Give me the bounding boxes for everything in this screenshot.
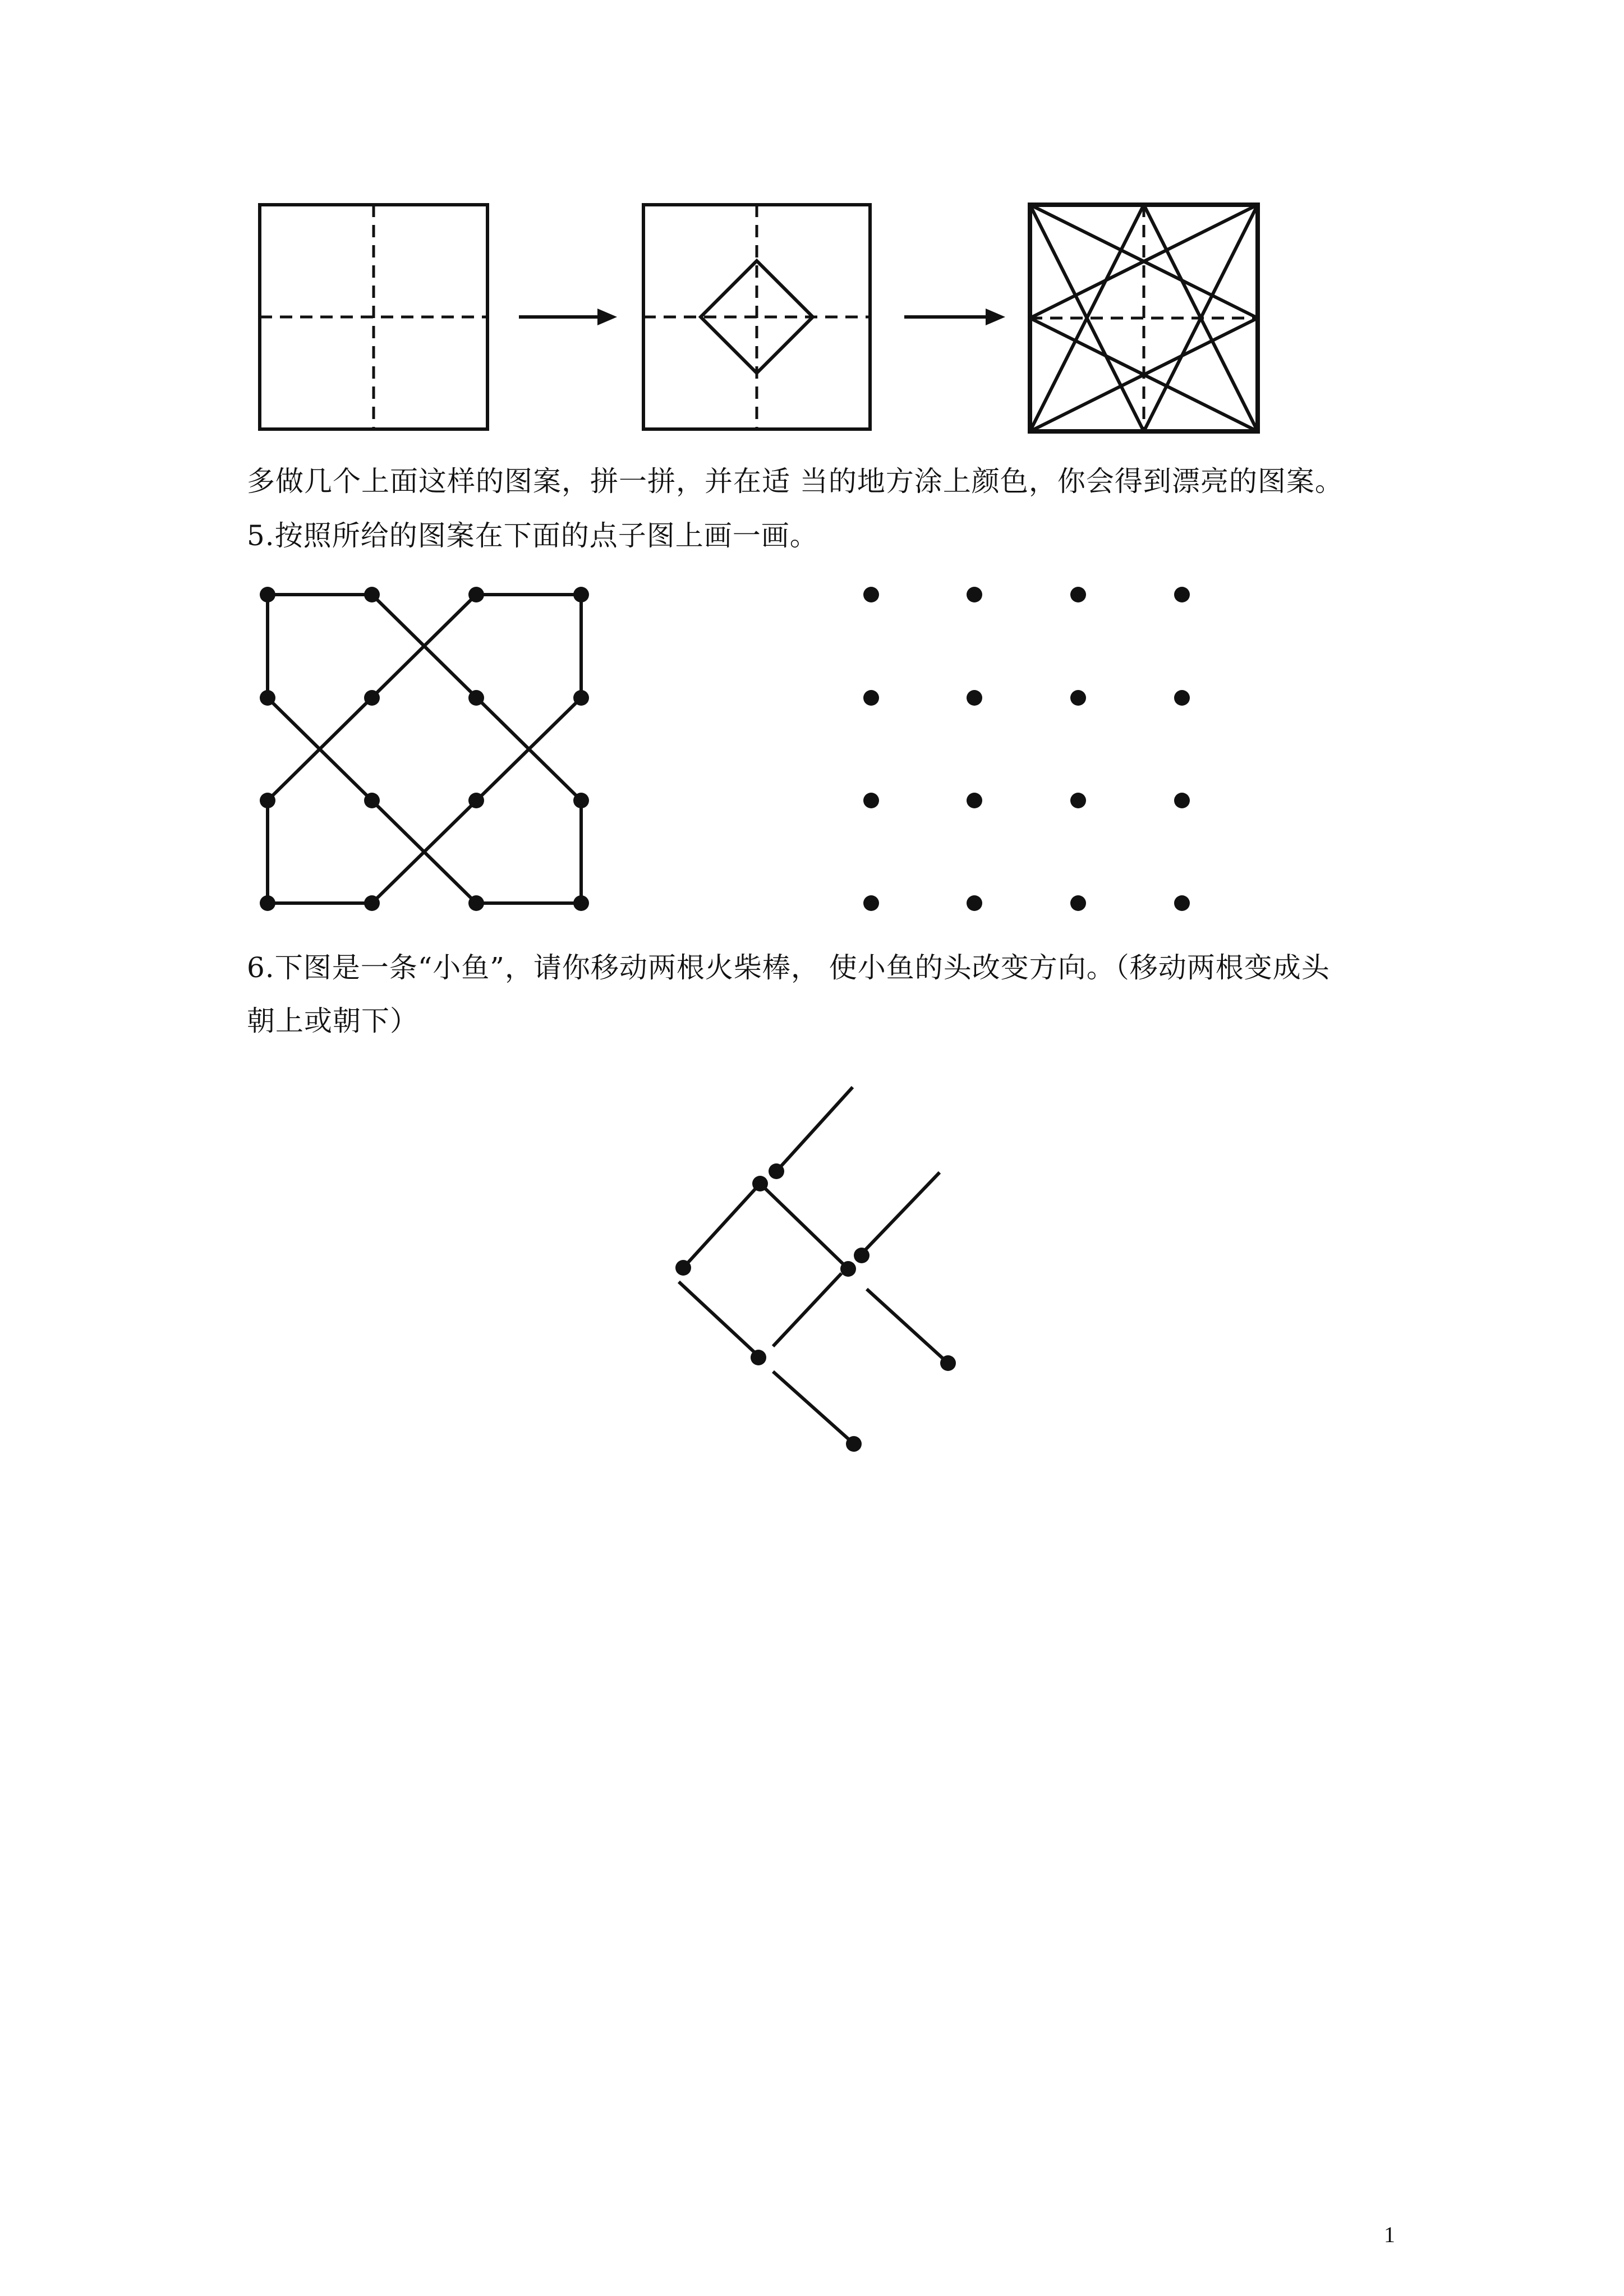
matchstick-fish-figure[interactable] [0, 1066, 1624, 1470]
right-arrow-icon [904, 309, 1005, 325]
dot-pattern-figures [0, 561, 1624, 942]
example-pattern [268, 595, 581, 903]
square-step-3 [1030, 205, 1258, 431]
instruction-text: 多做几个上面这样的图案，拼一拼，并在适 当的地方涂上颜色，你会得到漂亮的图案。 [247, 465, 1344, 498]
example-pattern-dots [260, 587, 589, 911]
right-arrow-icon [519, 309, 617, 325]
empty-dot-grid[interactable] [863, 587, 1190, 911]
question-6-text-line-2: 朝上或朝下） [247, 1005, 418, 1037]
question-5-text: 5.按照所给的图案在下面的点子图上画一画。 [247, 519, 818, 552]
square-step-1 [260, 205, 487, 429]
pattern-sequence-figure [0, 0, 1624, 449]
question-6-text-line-1: 6.下图是一条“小鱼”，请你移动两根火柴棒， 使小鱼的头改变方向。（移动两根变成头 [247, 951, 1330, 984]
square-step-2 [643, 205, 870, 429]
page-number: 1 [1384, 2222, 1395, 2247]
